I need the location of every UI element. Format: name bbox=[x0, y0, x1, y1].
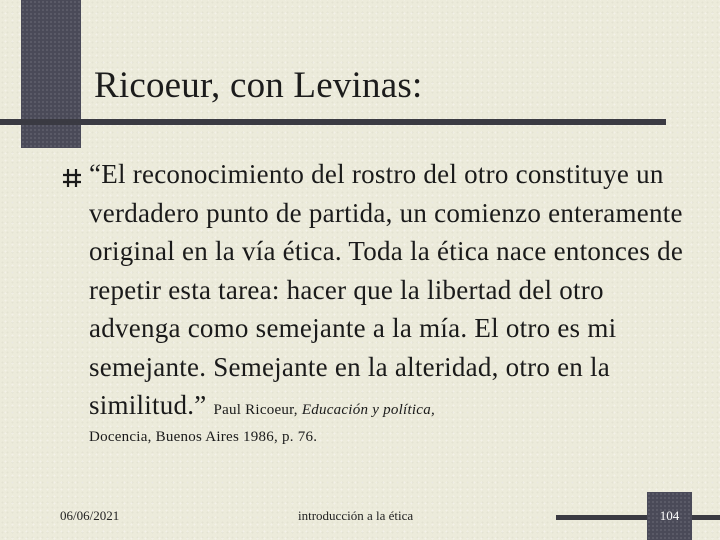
slide-title: Ricoeur, con Levinas: bbox=[94, 65, 423, 106]
quote-text: “El reconocimiento del rostro del otro constituye un verdadero punto de partida, un comienzo enteramente original en la vía ética. Toda la ética nace entonces de repetir esta tarea: hacer que la libertad del otro advenga como semejante a la mía. El otro es mi semejante. Semejante en la alteridad, otro en la similitud.” bbox=[89, 159, 684, 420]
citation-author: Paul Ricoeur, bbox=[213, 402, 298, 418]
quote-block bbox=[89, 155, 689, 447]
page-number: 104 bbox=[659, 508, 680, 523]
citation-details: Docencia, Buenos Aires 1986, p. 76. bbox=[89, 428, 318, 445]
footer-divider bbox=[556, 515, 720, 520]
footer-date: 06/06/2021 bbox=[60, 508, 120, 523]
crosshatch-bullet-icon bbox=[62, 168, 82, 188]
citation-work: Educación y política, bbox=[301, 402, 435, 418]
title-accent-block bbox=[21, 0, 81, 148]
title-divider bbox=[0, 119, 666, 125]
page-number-box bbox=[647, 492, 692, 540]
footer-course-title: introducción a la ética bbox=[298, 508, 414, 523]
